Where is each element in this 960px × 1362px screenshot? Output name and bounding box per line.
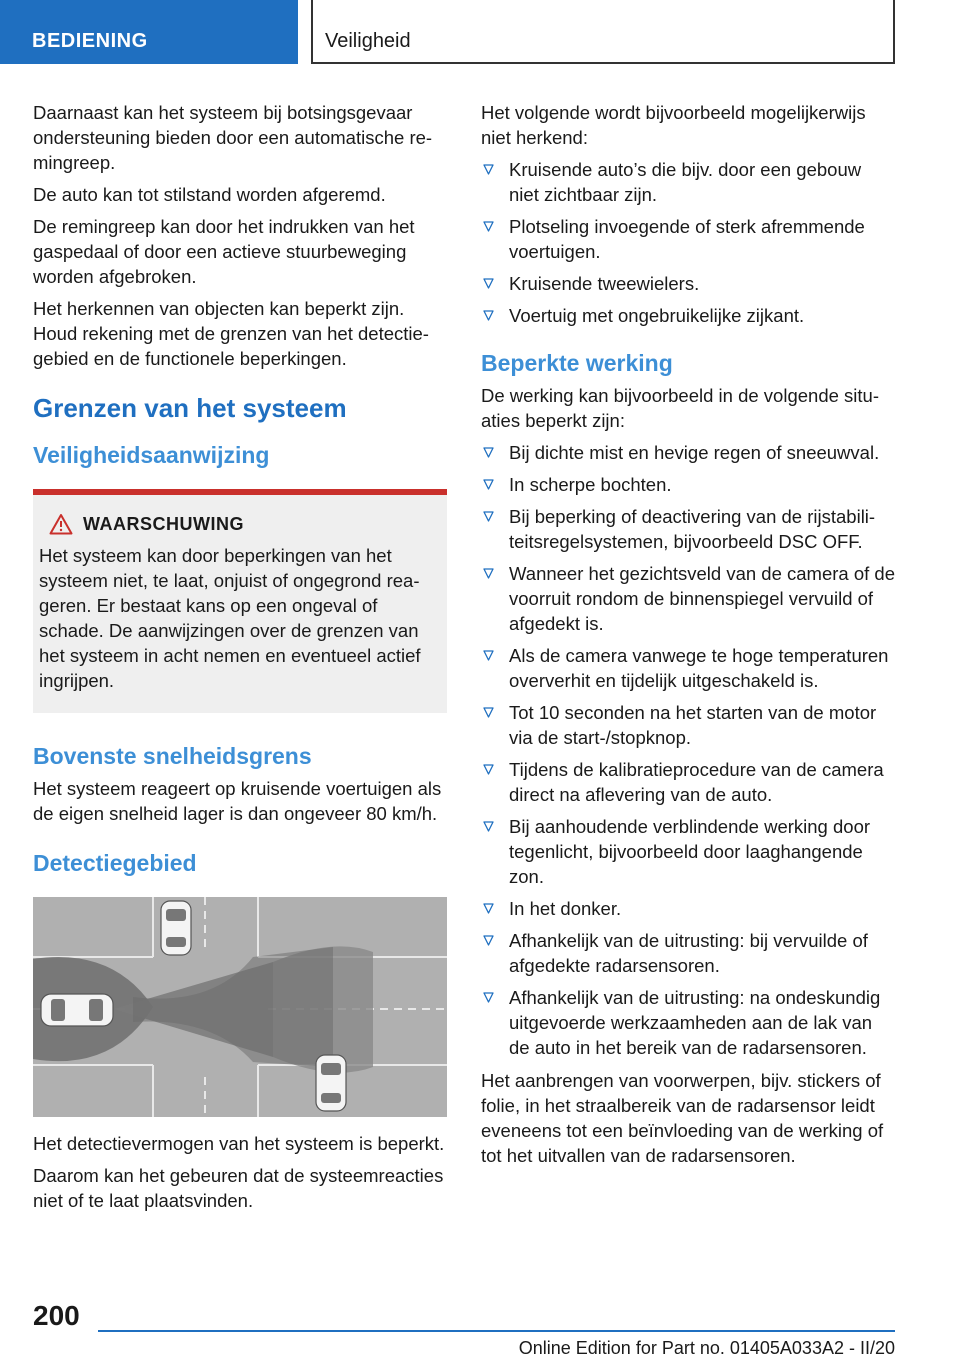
triangle-bullet-icon — [483, 479, 494, 490]
subsection-heading: Veiligheidsaanwijzing — [33, 442, 270, 468]
list-item-text: Tijdens de kalibratieprocedure van de camera direct na aflevering van de auto. — [509, 759, 884, 805]
list-item — [481, 985, 895, 1060]
triangle-bullet-icon — [483, 447, 494, 458]
list-item — [481, 700, 895, 750]
triangle-bullet-icon — [483, 821, 494, 832]
list-item — [481, 928, 895, 978]
list-item-text: In het donker. — [509, 898, 622, 919]
triangle-bullet-icon — [483, 903, 494, 914]
header-chapter-title: Veiligheid — [311, 0, 895, 64]
footer-edition: Online Edition for Part no. 01405A033A2 - II/20 — [518, 1338, 895, 1358]
paragraph: Het detectievermogen van het systeem is beperkt. — [33, 1133, 445, 1154]
list-item-text: Plotseling invoegende of sterk afremmende voertuigen. — [509, 216, 865, 262]
triangle-bullet-icon — [483, 221, 494, 232]
list-item — [481, 157, 895, 207]
paragraph: Het herkennen van objecten kan beperkt zijn. Houd rekening met de grenzen van het detectiegebied en de functionele beperkingen. — [33, 298, 429, 369]
footer-divider — [98, 1330, 895, 1332]
list-item-text: Afhankelijk van de uitrusting: bij vervuilde of afgedekte radarsensoren. — [509, 930, 868, 976]
list-item — [481, 896, 895, 921]
triangle-bullet-icon — [483, 278, 494, 289]
bullet-list-not-recognized — [481, 157, 895, 328]
list-item-text: Bij dichte mist en hevige regen of sneeuwval. — [509, 442, 880, 463]
list-item — [481, 814, 895, 889]
subsection-heading: Beperkte werking — [481, 350, 673, 376]
paragraph: De werking kan bijvoorbeeld in de volgende situaties beperkt zijn: — [481, 385, 879, 431]
triangle-bullet-icon — [483, 310, 494, 321]
bullet-list-limited-function — [481, 440, 895, 1060]
triangle-bullet-icon — [483, 568, 494, 579]
triangle-bullet-icon — [483, 992, 494, 1003]
triangle-bullet-icon — [483, 935, 494, 946]
triangle-bullet-icon — [483, 764, 494, 775]
warning-title — [39, 513, 439, 535]
right-column — [481, 100, 895, 1175]
car-top — [161, 901, 191, 955]
triangle-bullet-icon — [483, 650, 494, 661]
header-section-tab: BEDIENING — [0, 0, 298, 64]
list-item — [481, 561, 895, 636]
left-column — [33, 100, 447, 1220]
list-item — [481, 472, 895, 497]
warning-triangle-icon — [49, 513, 73, 535]
triangle-bullet-icon — [483, 511, 494, 522]
paragraph: Het aanbrengen van voorwerpen, bijv. stickers of folie, in het straalbereik van de radarsensor leidt eveneens tot een beïnvloeding van de werking of tot het uitvallen van de radarsensoren. — [481, 1070, 884, 1166]
list-item-text: Als de camera vanwege te hoge temperaturen oververhit en tijdelijk uitgeschakeld is. — [509, 645, 889, 691]
triangle-bullet-icon — [483, 164, 494, 175]
list-item-text: Bij beperking of deactivering van de rijstabiliteitsregelsystemen, bijvoorbeeld DSC OFF. — [509, 506, 876, 552]
list-item-text: Afhankelijk van de uitrusting: na ondeskundig uitgevoerde werkzaamheden aan de lak van de auto in het bereik van de radarsensoren. — [509, 987, 881, 1058]
list-item — [481, 504, 895, 554]
car-bottom — [316, 1055, 346, 1111]
list-item — [481, 757, 895, 807]
list-item-text: Tot 10 seconden na het starten van de motor via de start-/stopknop. — [509, 702, 877, 748]
list-item — [481, 214, 895, 264]
paragraph: De remingreep kan door het indrukken van het gaspedaal of door een actieve stuurbeweging worden afgebroken. — [33, 216, 415, 287]
section-heading: Grenzen van het systeem — [33, 393, 347, 423]
list-item-text: In scherpe bochten. — [509, 474, 672, 495]
warning-text: Het systeem kan door beperkingen van het systeem niet, te laat, onjuist of ongegrond reageren. Er bestaat kans op een ongeval of schade. De aanwijzingen over de grenzen van het systeem in acht nemen en eventueel actief ingrijpen. — [39, 545, 421, 691]
list-item-text: Wanneer het gezichtsveld van de camera of de voorruit rondom de binnenspiegel vervuild of afgedekt is. — [509, 563, 895, 634]
paragraph: Daarnaast kan het systeem bij botsingsgevaar ondersteuning bieden door een automatische remingreep. — [33, 102, 433, 173]
list-item-text: Kruisende tweewielers. — [509, 273, 700, 294]
triangle-bullet-icon — [483, 707, 494, 718]
paragraph: De auto kan tot stilstand worden afgeremd. — [33, 184, 386, 205]
list-item-text: Kruisende auto’s die bijv. door een gebouw niet zichtbaar zijn. — [509, 159, 862, 205]
paragraph: Het volgende wordt bijvoorbeeld mogelijkerwijs niet herkend: — [481, 102, 866, 148]
car-left — [41, 994, 113, 1026]
page-number: 200 — [33, 1300, 80, 1331]
list-item — [481, 440, 895, 465]
detection-area-illustration — [33, 897, 447, 1117]
subsection-heading: Bovenste snelheidsgrens — [33, 743, 312, 769]
intersection-diagram — [33, 897, 447, 1117]
warning-box — [33, 489, 447, 713]
list-item — [481, 271, 895, 296]
list-item-text: Voertuig met ongebruikelijke zijkant. — [509, 305, 805, 326]
list-item — [481, 643, 895, 693]
paragraph: Daarom kan het gebeuren dat de systeemreacties niet of te laat plaatsvinden. — [33, 1165, 444, 1211]
list-item-text: Bij aanhoudende verblindende werking door tegenlicht, bijvoorbeeld door laaghangende zon. — [509, 816, 871, 887]
warning-title-text: WAARSCHUWING — [83, 513, 244, 534]
subsection-heading: Detectiegebied — [33, 850, 197, 876]
list-item — [481, 303, 895, 328]
paragraph: Het systeem reageert op kruisende voertuigen als de eigen snelheid lager is dan ongeveer 80 km/h. — [33, 778, 442, 824]
